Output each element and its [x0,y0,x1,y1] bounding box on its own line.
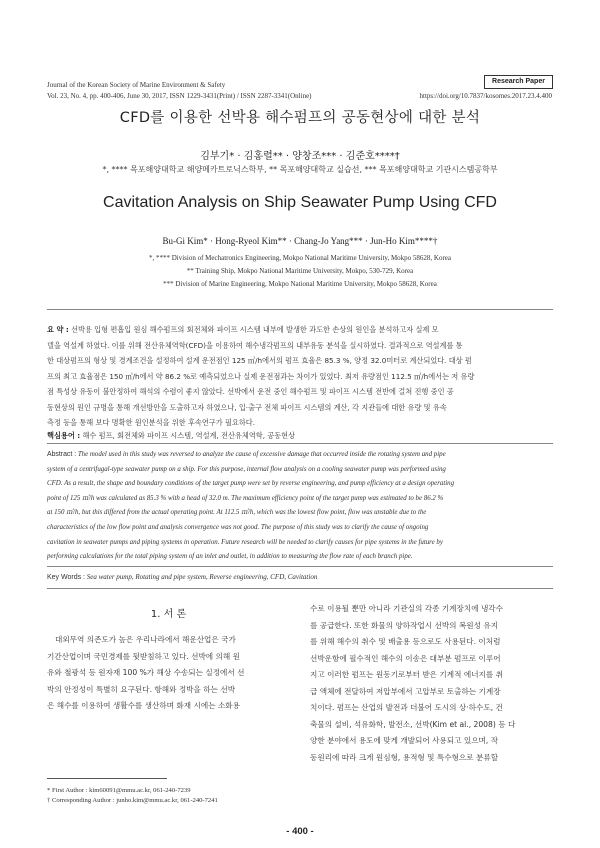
english-abstract-line: cavitation in seawater pumps and piping systems in operation. Future research will be needed to clarify causes for pipe systems in the future by [47,538,443,546]
english-title: Cavitation Analysis on Ship Seawater Pump Using CFD [103,194,497,211]
english-abstract-line: system of a centrifugal-type seawater pump on a ship. For this purpose, internal flow analysis on a cooling seawater pump was performed using [47,465,446,473]
korean-abstract-label: 요 약 : [47,325,69,334]
body-line: 박의 안정성이 특별히 요구된다. 항해와 정박을 하는 선박 [47,684,236,694]
english-abstract-line: point of 125 ㎥/h was calculated as 85.3 % with a head of 32.0 m. The maximum efficiency point of the target pump was estimated to be 86.2 % [47,494,444,502]
korean-abstract-line: 델을 역설계 하였다. 이를 위해 전산유체역학(CFD)을 이용하여 해수냉각펌프의 내부유동 분석을 실시하였다. 결과적으로 역설계를 통 [47,340,463,350]
page-number: - 400 - [286,826,314,837]
body-line: 양한 분야에서 용도에 맞게 개발되어 사용되고 있으며, 작 [310,736,499,745]
body-line: 대외무역 의존도가 높은 우리나라에서 해운산업은 국가 [55,635,236,644]
english-authors: Bu-Gi Kim* · Hong-Ryeol Kim** · Chang-Jo Yang*** · Jun-Ho Kim****† [162,236,438,246]
english-abstract-line: CFD. As a result, the shape and boundary conditions of the target pump were set by reverse engineering, and pump efficiency at a design operating [47,480,455,488]
korean-affiliations: *, **** 목포해양대학교 해양메카트로닉스학부, ** 목포해양대학교 실습선, *** 목포해양대학교 기관시스템공학부 [102,165,498,174]
section-heading-introduction: 1. 서 론 [150,609,187,620]
english-abstract-line: The model used in this study was reversed to analyze the cause of excessive damage that occurred inside the rotating system and pipe [77,451,446,458]
english-affiliation-3: *** Division of Marine Engineering, Mokpo National Maritime University, Mokpo 58628, Korea [163,280,437,288]
abstract-divider [47,443,553,444]
body-line: 를 위해 해수의 취수 및 배출용 등으로도 사용된다. 이처럼 [310,637,501,646]
body-line: 선박운항에 필수적인 해수의 이송은 대부분 펌프로 이루어 [310,653,501,663]
korean-title: CFD를 이용한 선박용 해수펌프의 공동현상에 대한 분석 [119,110,481,126]
korean-abstract-line: 한 대상펌프의 형상 및 경계조건을 설정하여 설계 운전점인 125 ㎥/h에서의 펌프 효율은 85.3 %, 양정 32.0미터로 계산되었다. 대상 펌 [47,356,472,365]
research-paper-badge: Research Paper [484,75,553,89]
body-line: 치이다. 펌프는 산업의 발전과 더불어 도시의 상·하수도, 건 [310,703,503,712]
top-divider [47,309,553,310]
body-line: 유와 철광석 등 원자재 100 %가 해상 수송되는 실정에서 선 [47,668,245,677]
body-line: 동원리에 따라 크게 원심형, 용적형 및 특수형으로 분류할 [310,752,499,762]
volume-line: Vol. 23, No. 4, pp. 400-406, June 30, 2017, ISSN 1229-3431(Print) / ISSN 2287-3341(Online) [47,92,312,100]
body-line: 지고 이러한 펌프는 원동기로부터 받은 기계적 에너지를 취 [310,670,503,679]
english-keywords-label: Key Words : [47,574,85,581]
journal-name: Journal of the Korean Society of Marine Environment & Safety [47,81,226,89]
first-author-footnote: * First Author : kim60091@mmu.ac.kr, 061-240-7239 [47,787,191,794]
body-right-column [310,601,553,766]
korean-abstract-line: 프의 최고 효율점은 150 ㎥/h에서 약 86.2 %로 예측되었으나 실제 운전점과는 차이가 있었다. 최저 유량점인 112.5 ㎥/h에서는 저 유량 [47,371,475,381]
corresponding-author-footnote: † Corresponding Author : junho.kim@mmu.ac.kr, 061-240-7241 [47,797,218,804]
keywords-bottom-divider [47,588,553,589]
korean-keywords-label: 핵심용어 : [47,431,81,440]
korean-abstract [47,322,553,431]
korean-keywords [47,431,553,441]
english-abstract-line: performing calculations for the total piping system of an inlet and outlet, in addition to measuring the flow rate of each branch pipe. [47,553,413,561]
korean-abstract-line: 측정 등을 통해 보다 명확한 원인분석을 위한 후속연구가 필요하다. [47,418,256,427]
english-affiliation-1: *, **** Division of Mechatronics Engineering, Mokpo National Maritime University, Mokpo 58628, Korea [148,254,452,262]
english-affiliation-2: ** Training Ship, Mokpo National Maritime University, Mokpo, 530-729, Korea [186,267,414,275]
body-line: 급 액체에 전달하여 저압부에서 고압부로 토출하는 기계장 [310,686,501,696]
body-line: 를 공급한다. 또한 화물의 양하작업시 선박의 복원성 유지 [310,620,499,630]
keywords-top-divider [47,566,553,567]
english-abstract [47,448,553,565]
footnote-divider [47,778,167,779]
english-abstract-line: at 150 ㎥/h, but this differed from the actual operating point. At 112.5 ㎥/h, which was the lowest flow point, flow was unstable due to the [47,509,427,517]
english-keywords-value: Sea water pump, Rotating and pipe system, Reverse engineering, CFD, Cavitation [86,573,318,581]
footnotes [47,786,290,806]
english-keywords [47,573,553,581]
english-abstract-label: Abstract : [47,451,77,458]
body-line: 축물의 설비, 석유화학, 발전소, 선박(Kim et al., 2008) 등 다 [310,719,516,729]
korean-keywords-value: 해수 펌프, 회전체와 파이프 시스템, 역설계, 전산유체역학, 공동현상 [82,431,296,440]
body-line: 기간산업이며 국민경제를 뒷받침하고 있다. 선박에 의해 원 [47,651,240,661]
body-left-column [47,632,290,715]
korean-abstract-line: 점 특성상 유동이 불안정하여 해석의 수렴이 좋지 않았다. 선박에서 운전 중인 해수펌프 및 파이프 시스템 전반에 걸쳐 진행 중인 공 [47,387,454,396]
body-line: 수로 이용될 뿐만 아니라 기관실의 각종 기계장치에 냉각수 [310,604,503,613]
english-abstract-line: characteristics of the low flow point and analysis convergence was not good. The purpose of this study was to clarify the cause of ongoing [47,523,429,531]
korean-abstract-line: 동현상의 원인 규명을 통해 개선방안을 도출하고자 하였으나, 입·출구 전체 파이프 시스템의 계산, 각 지관들에 대한 유량 및 유속 [47,402,447,412]
korean-authors: 김부기* · 김홍렬** · 양창조*** · 김준호****† [200,151,400,162]
body-line: 은 해수를 이용하여 생활수를 생산하며 화재 시에는 소화용 [47,701,240,710]
doi-link[interactable]: https://doi.org/10.7837/kosomes.2017.23.4.400 [419,92,552,100]
korean-abstract-line: 선박용 입형 편흡입 원심 해수펌프의 회전체와 파이프 시스템 내부에 발생한 과도한 손상의 원인을 분석하고자 실제 모 [71,325,439,334]
